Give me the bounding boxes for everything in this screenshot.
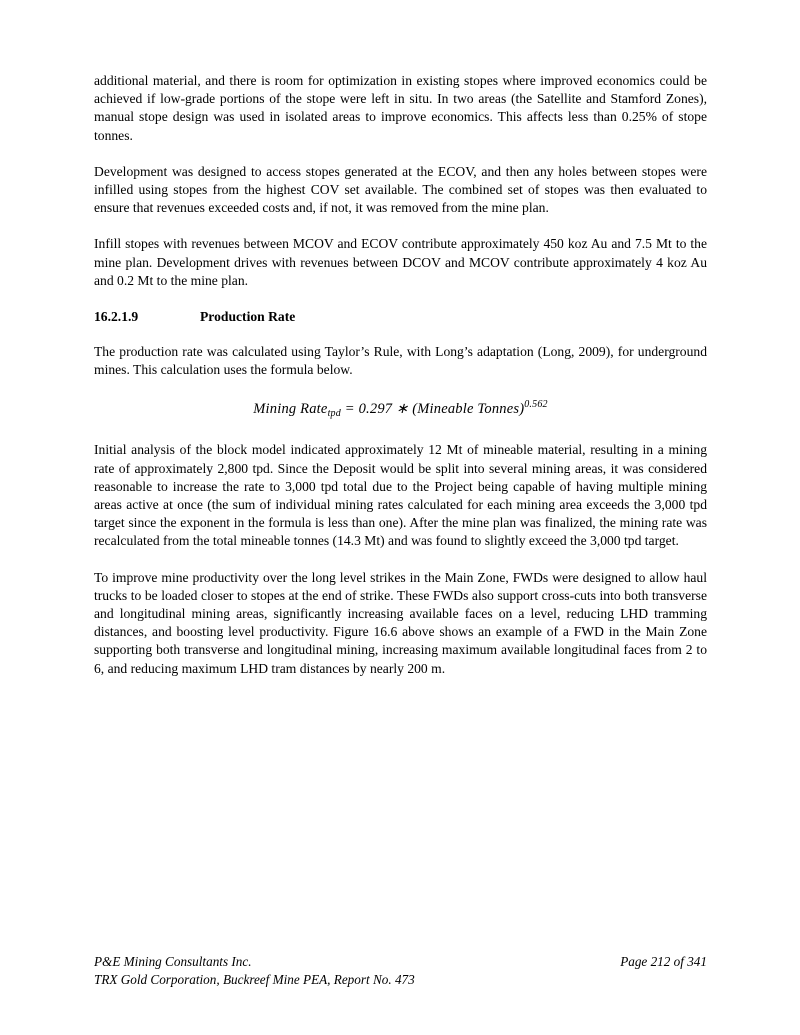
footer-left [94,953,415,989]
page-body [94,72,707,696]
footer-report-title: TRX Gold Corporation, Buckreef Mine PEA, Report No. 473 [94,972,415,987]
formula-subscript: tpd [327,408,341,420]
footer-page-number: Page 212 of 341 [620,954,707,969]
paragraph-fwd-productivity: To improve mine productivity over the long level strikes in the Main Zone, FWDs were designed to allow haul trucks to be loaded closer to stopes at the end of strike. These FWDs also support cross-cuts into both transverse and longitudinal mining areas, significantly increasing available faces on a level, reducing LHD tramming distances, and boosting level productivity. Figure 16.6 above shows an example of a FWD in the Main Zone supporting both transverse and longitudinal mining, increasing maximum available longitudinal faces from 2 to 6, and reducing maximum LHD tram distances by nearly 200 m. [94,569,707,676]
paragraph-production-rate-intro: The production rate was calculated using Taylor’s Rule, with Long’s adaptation (Long, 2009), for underground mines. This calculation uses the formula below. [94,344,707,378]
footer-company: P&E Mining Consultants Inc. [94,954,252,969]
formula-mid: = 0.297 ∗ ( [340,401,418,418]
formula-close-paren: ) [519,401,525,418]
paragraph-infill-stopes: Infill stopes with revenues between MCOV and ECOV contribute approximately 450 koz Au and 7.5 Mt to the mine plan. Development drives with revenues between DCOV and MCOV contribute approximately 4 koz Au and 0.2 Mt to the mine plan. [94,236,707,288]
section-number: 16.2.1.9 [94,309,139,325]
formula-term: Mineable Tonnes [417,401,520,418]
section-heading [94,309,707,325]
paragraph-optimization: additional material, and there is room for optimization in existing stopes where improved economics could be achieved if low-grade portions of the stope were left in situ. In two areas (the Satellite and Stamford Zones), manual stope design was used in isolated areas to improve economics. This affects less than 0.25% of stope tonnes. [94,73,707,143]
paragraph-block-model-analysis: Initial analysis of the block model indicated approximately 12 Mt of mineable material, resulting in a mining rate of approximately 2,800 tpd. Since the Deposit would be split into several mining areas, it was considered reasonable to increase the rate to 3,000 tpd total due to the Project being capable of having multiple mining areas active at once (the sum of individual mining rates calculated for each mining area exceeds the 3,000 tpd target since the exponent in the formula is less than one). After the mine plan was finalized, the mining rate was recalculated from the total mineable tonnes (14.3 Mt) and was found to slightly exceed the 3,000 tpd target. [94,442,707,549]
formula-lhs: Mining Rate [253,401,328,418]
paragraph-development: Development was designed to access stopes generated at the ECOV, and then any holes between stopes were infilled using stopes from the highest COV set available. The combined set of stopes was then evaluated to ensure that revenues exceeded costs and, if not, it was removed from the mine plan. [94,163,707,216]
mining-rate-formula [94,399,707,419]
section-title: Production Rate [200,309,296,325]
formula-exponent: 0.562 [524,399,548,411]
page-footer [94,953,707,989]
